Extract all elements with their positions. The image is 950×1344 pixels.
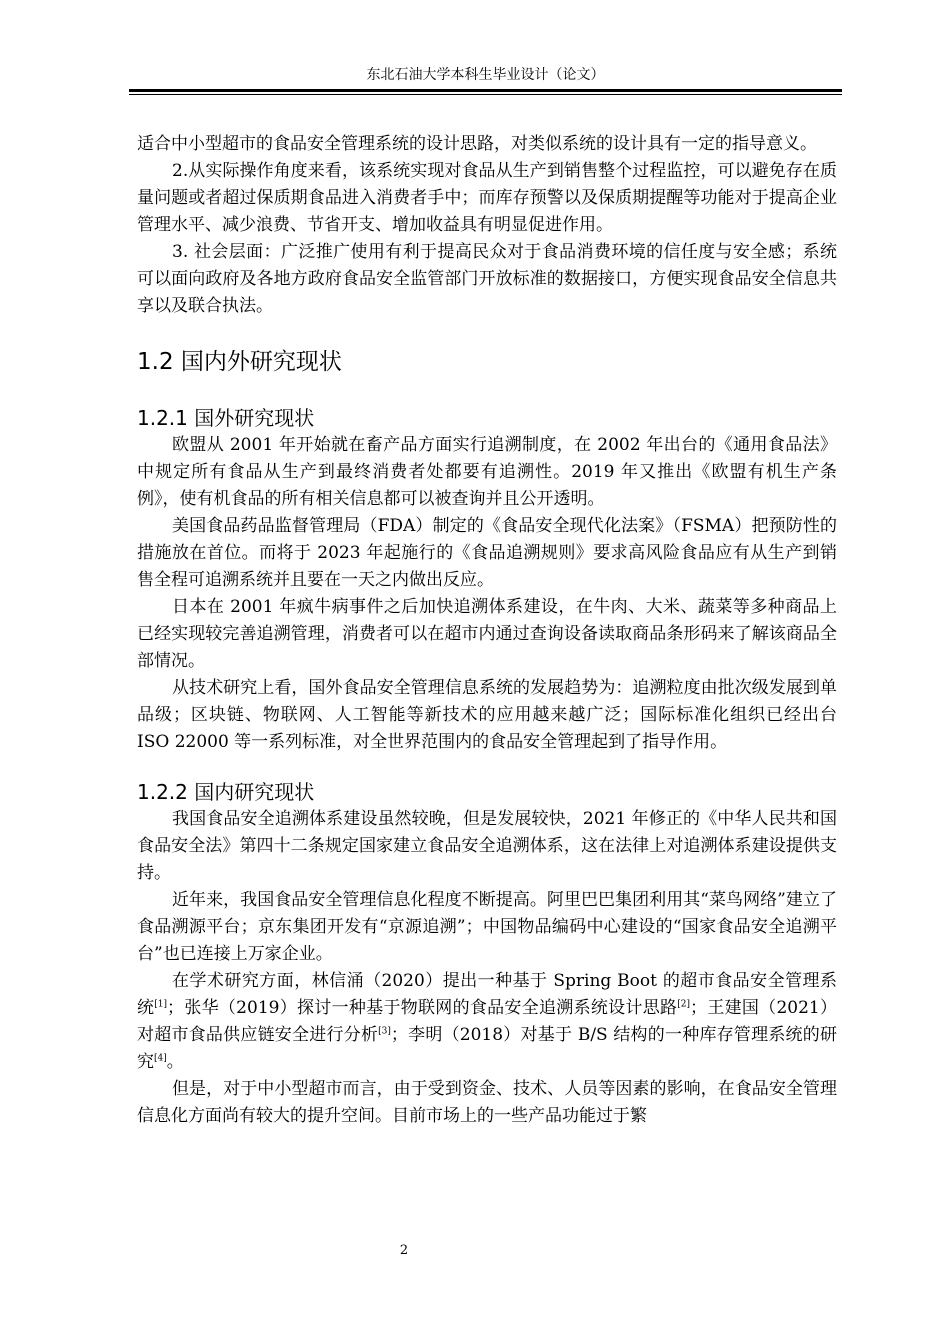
- text-segment: ；张华（2019）探讨一种基于物联网的食品安全追溯系统设计思路: [167, 998, 678, 1018]
- text-segment: 。: [166, 1052, 184, 1072]
- page-number: 2: [399, 1243, 409, 1258]
- page-body: [137, 131, 837, 1130]
- running-header: 东北石油大学本科生毕业设计（论文）: [366, 67, 605, 83]
- citation-ref: [3]: [378, 1026, 391, 1037]
- citation-ref: [4]: [154, 1053, 167, 1064]
- paragraph-us: 美国食品药品监督管理局（FDA）制定的《食品安全现代化法案》（FSMA）把预防性的措施放在首位。而将于 2023 年起施行的《食品追溯规则》要求高风险食品应有从生产到销售全程可追溯系统并且要在一天之内做出反应。: [137, 516, 837, 590]
- paragraph-domestic-law: 我国食品安全追溯体系建设虽然较晚，但是发展较快，2021 年修正的《中华人民共和国食品安全法》第四十二条规定国家建立食品安全追溯体系，这在法律上对追溯体系建设提供支持。: [137, 809, 837, 883]
- paragraph-practical: 2.从实际操作角度来看，该系统实现对食品从生产到销售整个过程监控，可以避免存在质量问题或者超过保质期食品进入消费者手中；而库存预警以及保质期提醒等功能对于提高企业管理水平、减少浪费、节省开支、增加收益具有明显促进作用。: [137, 161, 837, 235]
- subsection-heading-1-2-2: 1.2.2 国内研究现状: [137, 780, 315, 804]
- header-rule-thin: [129, 94, 842, 95]
- citation-ref: [1]: [154, 999, 168, 1010]
- text-segment: ；王建国（2021）对超市食品供应链安全进行分析: [137, 998, 838, 1045]
- paragraph-social: 3. 社会层面：广泛推广使用有利于提高民众对于食品消费环境的信任度与安全感；系统可以面向政府及各地方政府食品安全监管部门开放标准的数据接口，方便实现食品安全信息共享以及联合执法。: [137, 242, 837, 316]
- section-heading-1-2: 1.2 国内外研究现状: [137, 349, 342, 375]
- paragraph-japan: 日本在 2001 年疯牛病事件之后加快追溯体系建设，在牛肉、大米、蔬菜等多种商品上已经实现较完善追溯管理，消费者可以在超市内通过查询设备读取商品条形码来了解该商品全部情况。: [137, 597, 837, 671]
- text-segment: 在学术研究方面，林信涌（2020）提出一种基于 Spring Boot 的超市食品安全管理系统: [137, 971, 837, 1018]
- header-rule-thick: [129, 89, 842, 92]
- paragraph-academic: [137, 968, 837, 1076]
- paragraph-trends: 从技术研究上看，国外食品安全管理信息系统的发展趋势为：追溯粒度由批次级发展到单品级；区块链、物联网、人工智能等新技术的应用越来越广泛；国际标准化组织已经出台 ISO 22000 等一系列标准，对全世界范围内的食品安全管理起到了指导作用。: [137, 678, 837, 752]
- citation-ref: [2]: [677, 999, 691, 1010]
- subsection-heading-1-2-1: 1.2.1 国外研究现状: [137, 406, 315, 430]
- text-segment: ；李明（2018）对基于 B/S 结构的一种库存管理系统的研究: [137, 1025, 838, 1072]
- paragraph-domestic-platforms: 近年来，我国食品安全管理信息化程度不断提高。阿里巴巴集团利用其“菜鸟网络”建立了食品溯源平台；京东集团开发有“京源追溯”；中国物品编码中心建设的“国家食品安全追溯平台”也已连接上万家企业。: [137, 890, 837, 964]
- paragraph-continued: 适合中小型超市的食品安全管理系统的设计思路，对类似系统的设计具有一定的指导意义。: [137, 134, 817, 154]
- paragraph-gap: 但是，对于中小型超市而言，由于受到资金、技术、人员等因素的影响，在食品安全管理信息化方面尚有较大的提升空间。目前市场上的一些产品功能过于繁: [137, 1079, 837, 1126]
- paragraph-eu: 欧盟从 2001 年开始就在畜产品方面实行追溯制度，在 2002 年出台的《通用食品法》中规定所有食品从生产到最终消费者处都要有追溯性。2019 年又推出《欧盟有机生产条例》，使有机食品的所有相关信息都可以被查询并且公开透明。: [137, 435, 837, 509]
